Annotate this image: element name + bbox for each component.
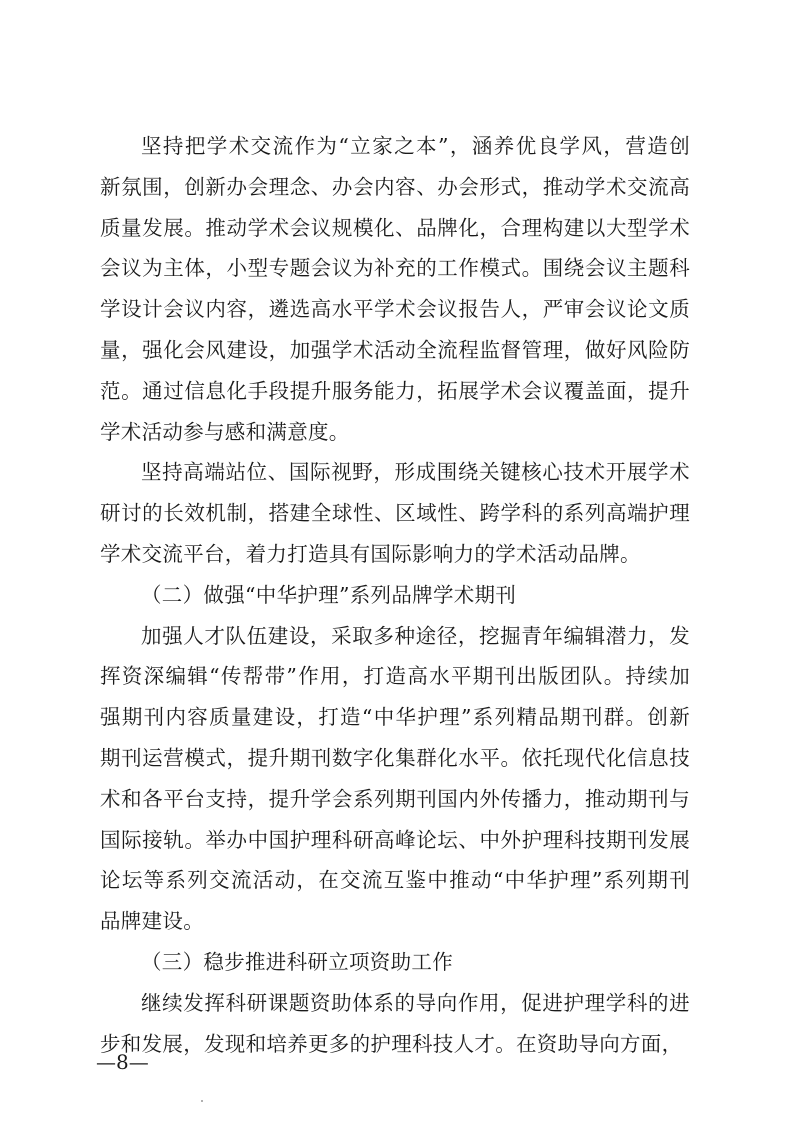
paragraph-1-line-6: 量，强化会风建设，加强学术活动全流程监督管理，做好风险防	[100, 338, 690, 362]
paragraph-1-line-1: 坚持把学术交流作为“立家之本”，涵养优良学风，营造创	[141, 134, 690, 158]
paragraph-4-line-1: 继续发挥科研课题资助体系的导向作用，促进护理学科的进	[141, 991, 690, 1015]
paragraph-1-line-7: 范。通过信息化手段提升服务能力，拓展学术会议覆盖面，提升	[100, 379, 690, 403]
section-heading-3: （三）稳步推进科研立项资助工作	[141, 950, 453, 974]
page-number: —8—	[96, 1050, 149, 1074]
paragraph-1-line-4: 会议为主体，小型专题会议为补充的工作模式。围绕会议主题科	[100, 256, 690, 280]
paragraph-2-line-2: 研讨的长效机制，搭建全球性、区域性、跨学科的系列高端护理	[100, 501, 690, 525]
paragraph-1-line-5: 学设计会议内容，遴选高水平学术会议报告人，严审会议论文质	[100, 297, 690, 321]
paragraph-3-line-6: 国际接轨。举办中国护理科研高峰论坛、中外护理科技期刊发展	[100, 828, 690, 852]
paragraph-3-line-3: 强期刊内容质量建设，打造“中华护理”系列精品期刊群。创新	[100, 705, 690, 729]
paragraph-2-line-3: 学术交流平台，着力打造具有国际影响力的学术活动品牌。	[100, 542, 641, 566]
paragraph-4-line-2: 步和发展，发现和培养更多的护理科技人才。在资助导向方面，	[100, 1032, 683, 1056]
paragraph-1-line-2: 新氛围，创新办会理念、办会内容、办会形式，推动学术交流高	[100, 175, 690, 199]
scan-dot	[201, 1100, 203, 1102]
paragraph-2-line-1: 坚持高端站位、国际视野，形成围绕关键核心技术开展学术	[141, 460, 690, 484]
paragraph-3-line-1: 加强人才队伍建设，采取多种途径，挖掘青年编辑潜力，发	[141, 624, 690, 648]
paragraph-1-line-3: 质量发展。推动学术会议规模化、品牌化，合理构建以大型学术	[100, 216, 690, 240]
section-heading-2: （二）做强“中华护理”系列品牌学术期刊	[141, 583, 517, 607]
paragraph-3-line-4: 期刊运营模式，提升期刊数字化集群化水平。依托现代化信息技	[100, 746, 690, 770]
paragraph-1-line-8: 学术活动参与感和满意度。	[100, 420, 350, 444]
paragraph-3-line-7: 论坛等系列交流活动，在交流互鉴中推动“中华护理”系列期刊	[100, 868, 690, 892]
paragraph-3-line-2: 挥资深编辑“传帮带”作用，打造高水平期刊出版团队。持续加	[100, 664, 690, 688]
paragraph-3-line-5: 术和各平台支持，提升学会系列期刊国内外传播力，推动期刊与	[100, 787, 690, 811]
paragraph-3-line-8: 品牌建设。	[100, 909, 204, 933]
